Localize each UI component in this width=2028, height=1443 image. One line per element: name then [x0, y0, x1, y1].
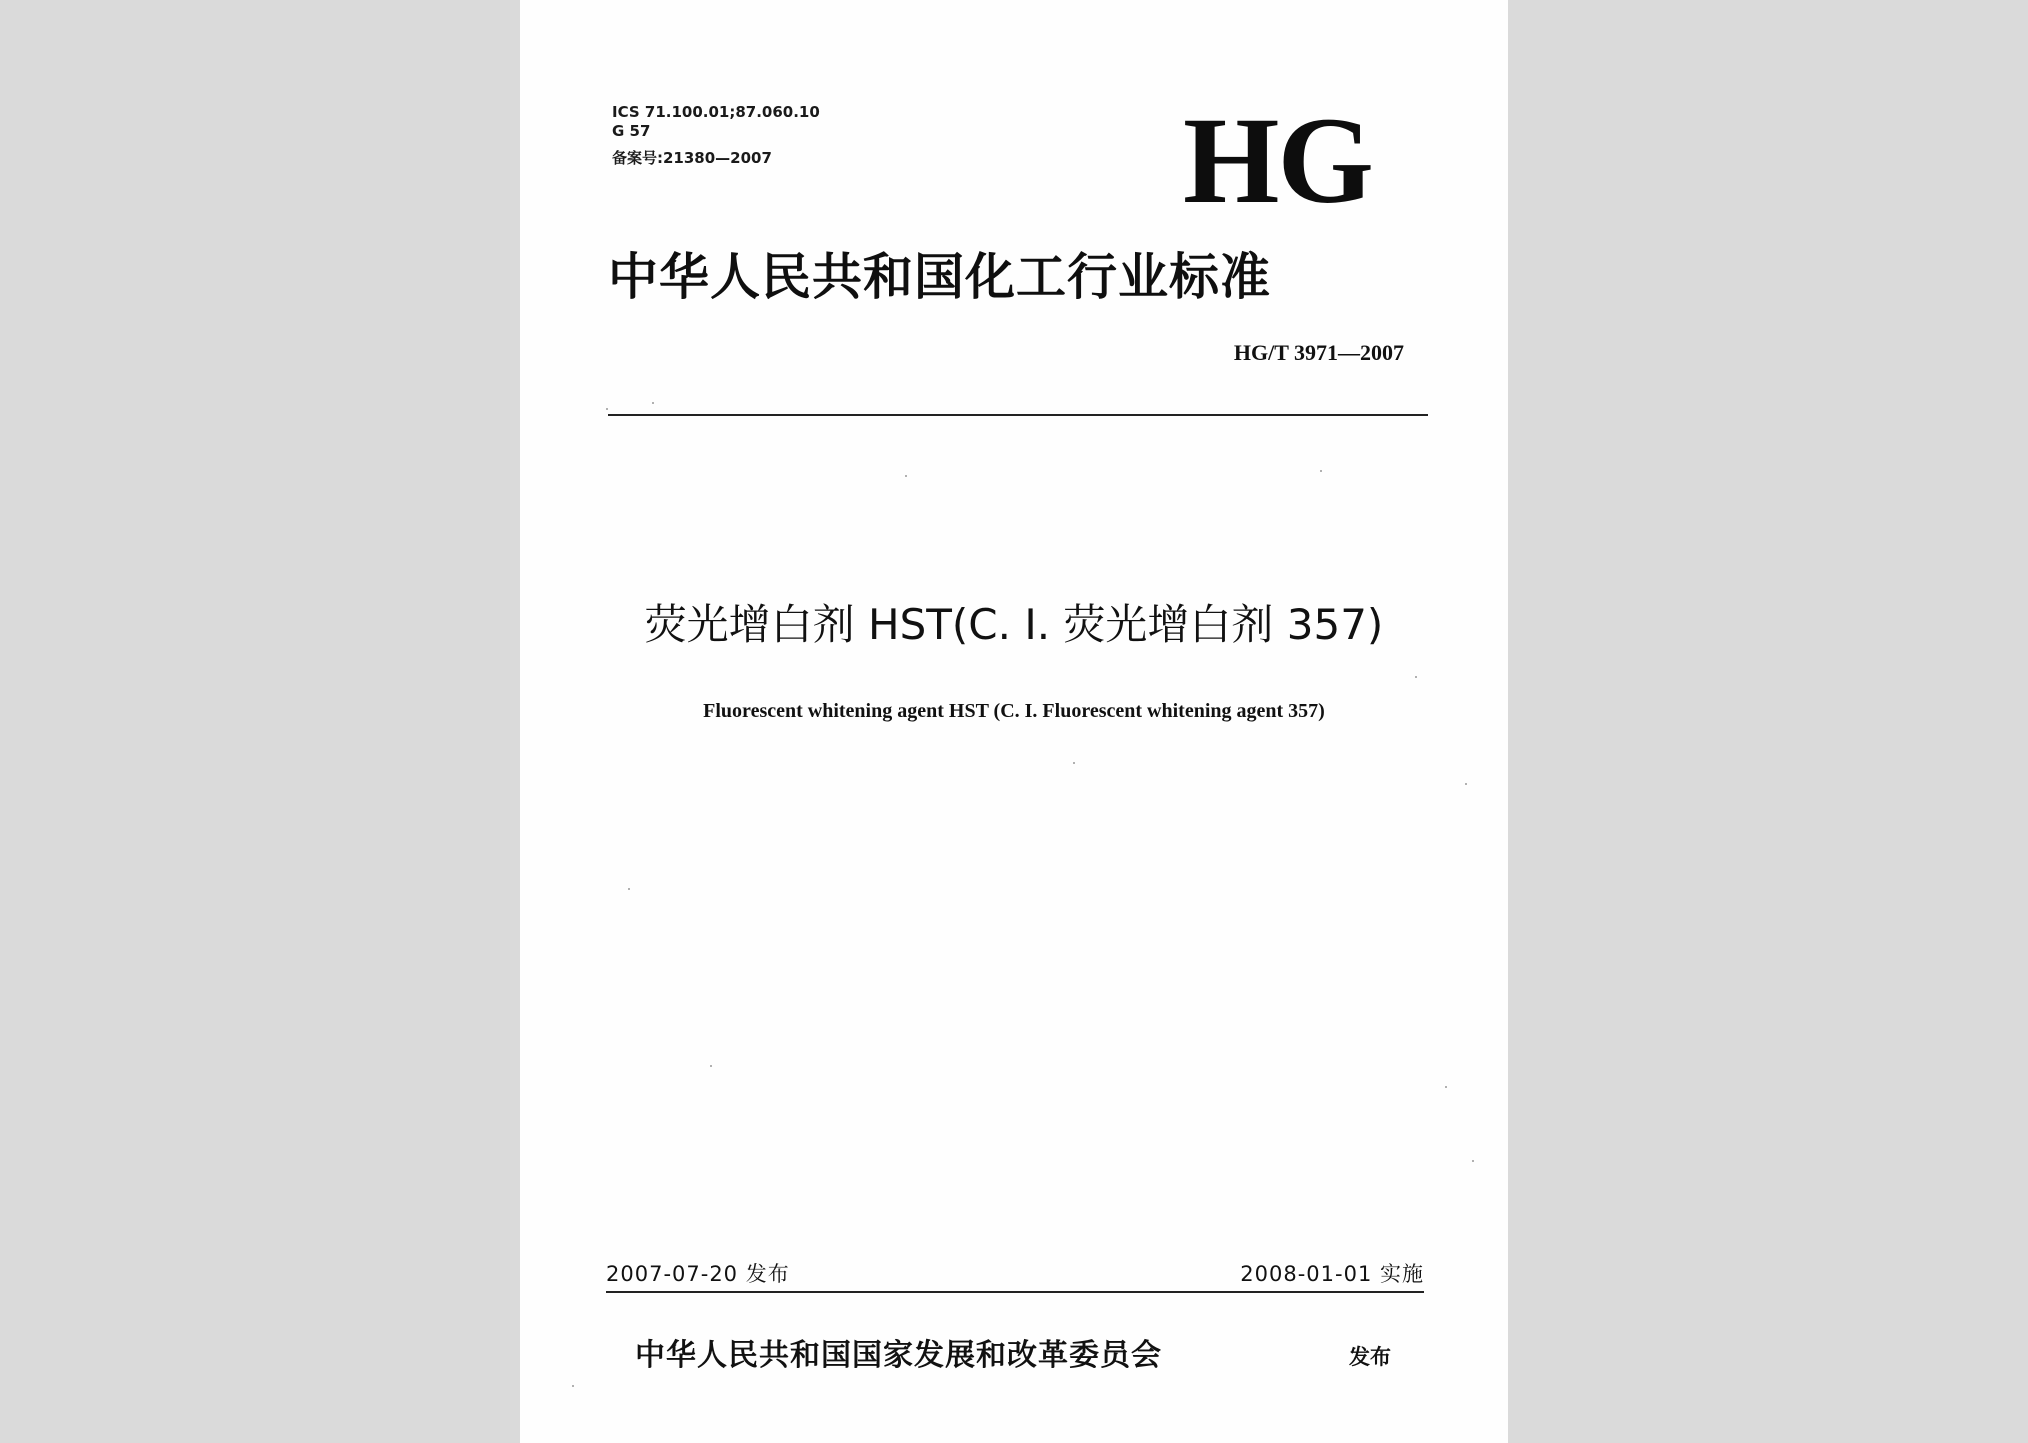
scan-speck: [652, 402, 654, 404]
footer-divider: [606, 1291, 1424, 1293]
ics-code: ICS 71.100.01;87.060.10: [612, 103, 820, 121]
issue-date: 2007-07-20 发布: [606, 1262, 790, 1286]
scan-speck: [1320, 470, 1322, 472]
scan-speck: [710, 1065, 712, 1067]
issuing-action: 发布: [1349, 1345, 1391, 1369]
scan-speck: [1472, 1160, 1474, 1162]
scan-speck: [572, 1385, 574, 1387]
scan-speck: [1073, 762, 1075, 764]
scan-speck: [1465, 783, 1467, 785]
record-number: 备案号:21380—2007: [612, 149, 772, 167]
scan-speck: [905, 475, 907, 477]
document-title-cn: 荧光增白剂 HST(C. I. 荧光增白剂 357): [644, 600, 1384, 649]
ccs-code: G 57: [612, 122, 651, 140]
scan-speck: [1445, 1086, 1447, 1088]
standard-category-title: 中华人民共和国化工行业标准: [608, 248, 1271, 306]
document-page: [520, 0, 1508, 1443]
document-title-en: Fluorescent whitening agent HST (C. I. Fluorescent whitening agent 357): [703, 700, 1325, 722]
industry-code-mark: HG: [1183, 92, 1372, 229]
issuing-authority: 中华人民共和国国家发展和改革委员会: [635, 1338, 1162, 1373]
scan-speck: [606, 408, 608, 410]
header-divider: [608, 414, 1428, 416]
scan-speck: [628, 888, 630, 890]
standard-number: HG/T 3971—2007: [1233, 340, 1404, 365]
implementation-date: 2008-01-01 实施: [1240, 1262, 1424, 1286]
scan-speck: [1415, 676, 1417, 678]
